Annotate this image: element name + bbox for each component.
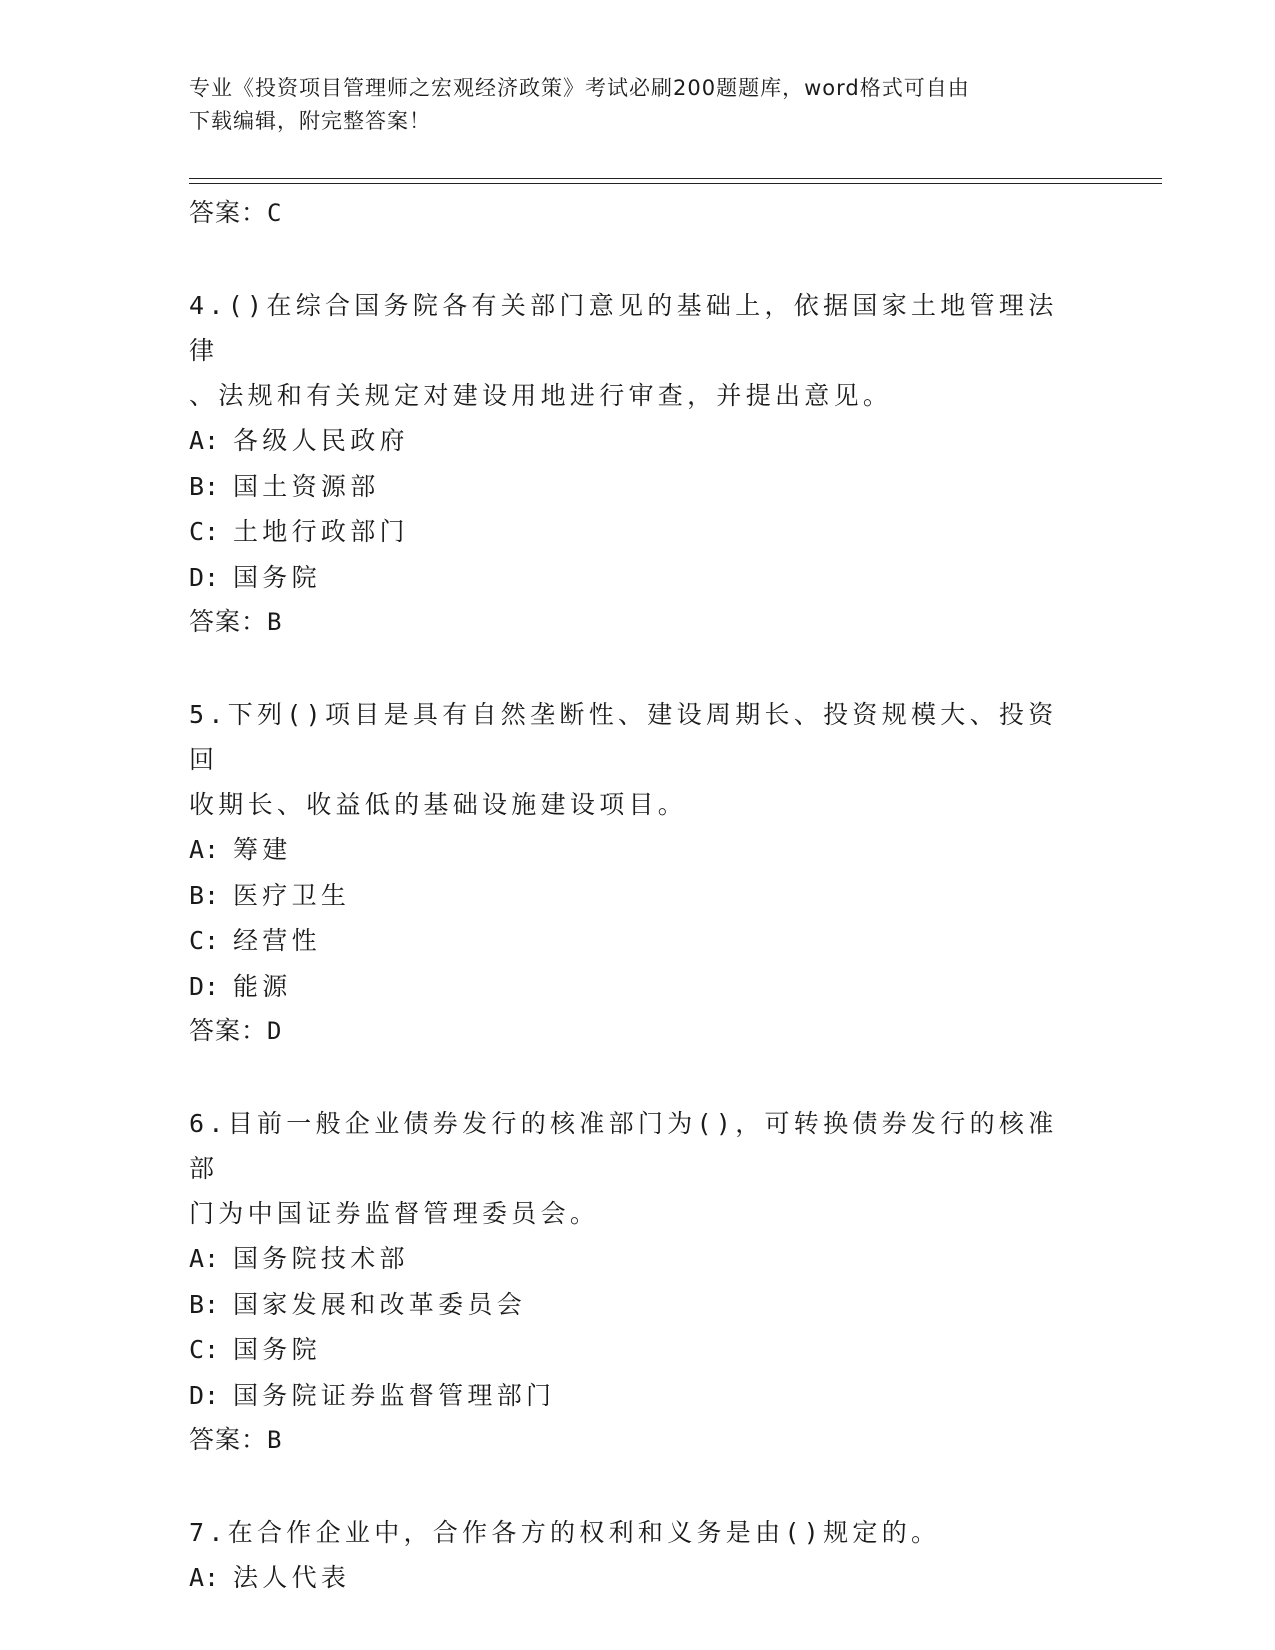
option-letter: A: (189, 1244, 220, 1273)
option-letter: A: (189, 426, 220, 455)
question-text-line: 6.目前一般企业债券发行的核准部门为()，可转换债券发行的核准部 (189, 1109, 1058, 1183)
option-c (189, 1327, 1089, 1373)
question-text-line: 5.下列()项目是具有自然垄断性、建设周期长、投资规模大、投资回 (189, 700, 1058, 774)
question-text (189, 1101, 1059, 1236)
option-letter: D: (189, 971, 220, 1001)
question-block (189, 1101, 1089, 1462)
option-c (189, 509, 1089, 555)
option-d (189, 964, 1089, 1010)
header-divider-bottom (189, 183, 1162, 184)
header-divider-top (189, 178, 1162, 179)
option-a (189, 1236, 1089, 1282)
question-text-line: 4.()在综合国务院各有关部门意见的基础上，依据国家土地管理法律 (189, 291, 1058, 365)
question-text (189, 692, 1059, 827)
option-letter: C: (189, 926, 220, 955)
question-text-line: 门为中国证券监督管理委员会。 (189, 1199, 600, 1228)
option-text: 国家发展和改革委员会 (233, 1289, 527, 1319)
option-d (189, 555, 1089, 601)
option-b (189, 1282, 1089, 1328)
question-block (189, 1510, 1089, 1601)
option-a (189, 418, 1089, 464)
document-header (189, 72, 1069, 138)
option-text: 经营性 (233, 926, 321, 955)
answer-value: D (267, 1017, 283, 1045)
question-text-line: 收期长、收益低的基础设施建设项目。 (189, 790, 688, 819)
option-text: 土地行政部门 (233, 517, 409, 546)
question-text (189, 283, 1059, 418)
answer (189, 1009, 1089, 1053)
option-text: 国务院证券监督管理部门 (233, 1380, 556, 1410)
header-line-2: 下载编辑，附完整答案！ (189, 109, 431, 133)
option-d (189, 1373, 1089, 1419)
question-block (189, 283, 1089, 644)
question-text-line: 、法规和有关规定对建设用地进行审查，并提出意见。 (189, 381, 893, 410)
question-text (189, 1510, 1059, 1555)
option-letter: B: (189, 471, 220, 501)
option-text: 医疗卫生 (233, 880, 351, 910)
question-list (189, 191, 1089, 1601)
answer-label: 答案： (189, 198, 268, 227)
option-a (189, 1555, 1089, 1601)
answer-value: C (267, 199, 283, 227)
answer-label: 答案： (189, 607, 268, 636)
answer (189, 600, 1089, 644)
option-a (189, 827, 1089, 873)
option-letter: B: (189, 880, 220, 910)
option-b (189, 464, 1089, 510)
option-c (189, 918, 1089, 964)
previous-answer (189, 191, 1089, 235)
header-line-1: 专业《投资项目管理师之宏观经济政策》考试必刷200题题库，word格式可自由 (189, 76, 970, 100)
option-text: 能源 (233, 971, 292, 1001)
option-text: 法人代表 (233, 1563, 351, 1592)
option-text: 国务院技术部 (233, 1244, 409, 1273)
answer-label: 答案： (189, 1425, 268, 1454)
option-letter: A: (189, 835, 220, 864)
question-text-line: 7.在合作企业中，合作各方的权利和义务是由()规定的。 (189, 1518, 941, 1547)
option-letter: A: (189, 1563, 220, 1592)
answer-label: 答案： (189, 1016, 268, 1045)
answer-value: B (267, 608, 283, 636)
option-text: 国务院 (233, 1335, 321, 1364)
answer (189, 1418, 1089, 1462)
option-b (189, 873, 1089, 919)
option-letter: D: (189, 562, 220, 592)
option-letter: B: (189, 1289, 220, 1319)
answer-value: B (267, 1426, 283, 1454)
option-text: 国土资源部 (233, 471, 380, 501)
option-text: 各级人民政府 (233, 426, 409, 455)
option-letter: D: (189, 1380, 220, 1410)
option-text: 国务院 (233, 562, 321, 592)
option-letter: C: (189, 1335, 220, 1364)
option-text: 筹建 (233, 835, 292, 864)
option-letter: C: (189, 517, 220, 546)
question-block (189, 692, 1089, 1053)
